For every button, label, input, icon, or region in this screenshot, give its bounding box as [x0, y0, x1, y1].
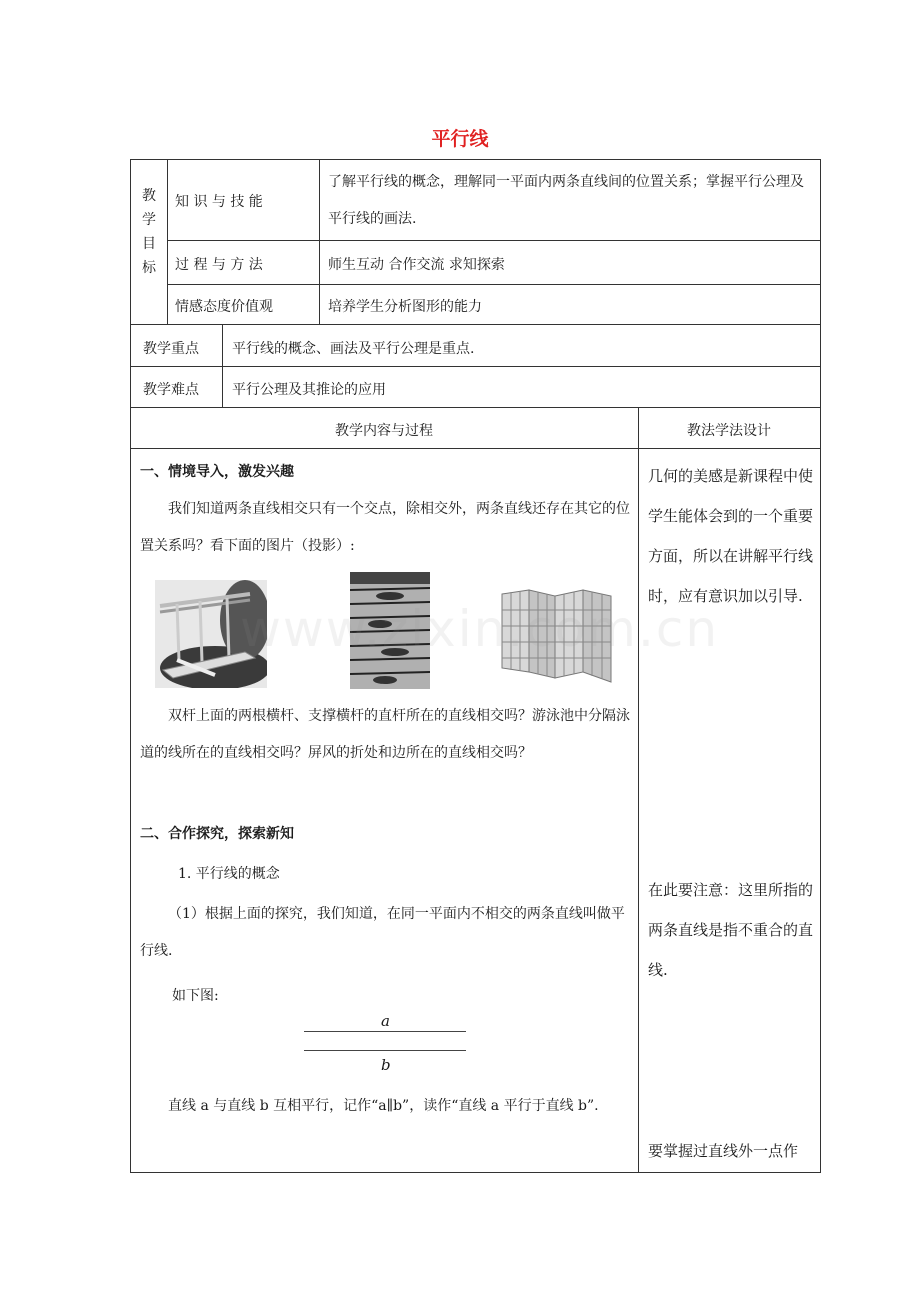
watermark: www.zixin.com.cn — [240, 600, 720, 658]
objective-label: 过 程 与 方 法 — [175, 257, 263, 273]
objectives-group-label — [131, 184, 167, 280]
objective-content: 培养学生分析图形的能力 — [328, 299, 482, 315]
paragraph: 双杆上面的两根横杆、支撑横杆的直杆所在的直线相交吗？游泳池中分隔泳道的线所在的直线相交吗？屏风的折处和边所在的直线相交吗？ — [140, 708, 630, 761]
key-point-label: 教学重点 — [143, 341, 199, 357]
process-column-header: 教学内容与过程 — [335, 423, 433, 439]
table-border — [130, 159, 821, 160]
table-border — [130, 448, 821, 449]
design-note: 几何的美感是新课程中使学生能体会到的一个重要方面，所以在讲解平行线时，应有意识加以引导. — [648, 467, 814, 605]
line-a-label: a — [381, 1012, 390, 1030]
paragraph: 直线 a 与直线 b 互相平行，记作“a∥b”，读作“直线 a 平行于直线 b”. — [168, 1098, 599, 1114]
paragraph: 我们知道两条直线相交只有一个交点，除相交外，两条直线还存在其它的位置关系吗？看下面的图片（投影）: — [140, 501, 630, 554]
difficulty-label: 教学难点 — [143, 382, 199, 398]
table-border — [167, 240, 821, 241]
design-note: 要掌握过直线外一点作 — [648, 1142, 799, 1160]
objective-content: 了解平行线的概念，理解同一平面内两条直线间的位置关系；掌握平行公理及平行线的画法. — [328, 174, 804, 227]
paragraph: （1）根据上面的探究，我们知道，在同一平面内不相交的两条直线叫做平行线. — [140, 906, 625, 959]
objectives-group-text: 教学目标 — [142, 188, 156, 276]
difficulty-content: 平行公理及其推论的应用 — [232, 382, 386, 398]
section-heading: 一、情境导入，激发兴趣 — [140, 464, 294, 480]
design-note: 在此要注意：这里所指的两条直线是指不重合的直线. — [648, 881, 814, 979]
table-border — [820, 159, 821, 1173]
table-border — [638, 407, 639, 1173]
objective-label: 情感态度价值观 — [175, 299, 273, 315]
page-title: 平行线 — [431, 128, 489, 150]
table-border — [167, 159, 168, 325]
line-a — [304, 1031, 466, 1032]
line-b — [304, 1050, 466, 1051]
table-border — [130, 366, 821, 367]
table-border — [167, 284, 821, 285]
subheading: 1. 平行线的概念 — [178, 866, 280, 882]
table-border — [130, 1172, 821, 1173]
table-border — [130, 159, 131, 1173]
table-border — [130, 324, 821, 325]
objective-label: 知 识 与 技 能 — [175, 194, 263, 210]
objective-content: 师生互动 合作交流 求知探索 — [328, 257, 505, 273]
key-point-content: 平行线的概念、画法及平行公理是重点. — [232, 341, 475, 357]
line-b-label: b — [381, 1056, 391, 1074]
table-border — [130, 407, 821, 408]
section-heading: 二、合作探究，探索新知 — [140, 826, 294, 842]
paragraph: 如下图: — [172, 988, 219, 1004]
table-border — [319, 159, 320, 325]
design-column-header: 教法学法设计 — [687, 423, 771, 439]
